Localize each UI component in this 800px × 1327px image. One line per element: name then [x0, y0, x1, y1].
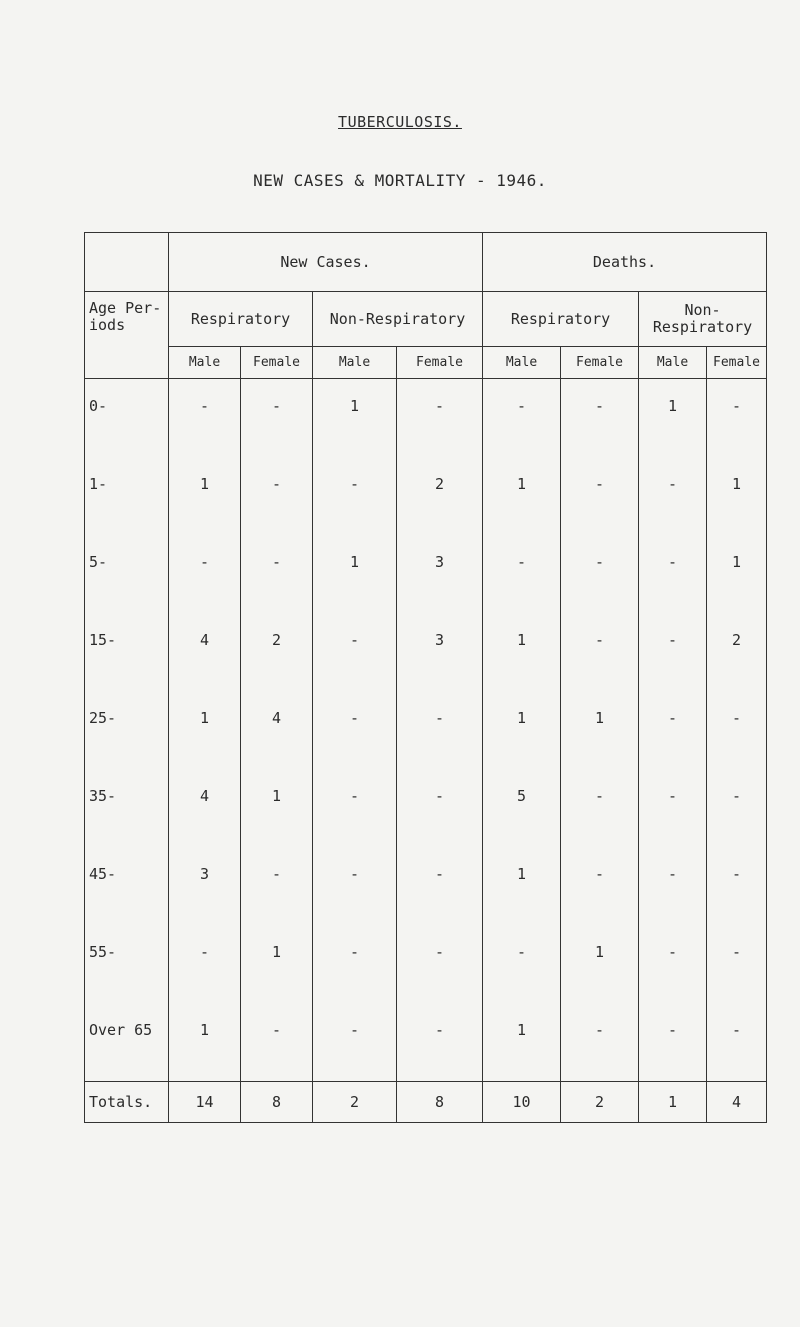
- value-cell: 1: [169, 1003, 241, 1082]
- value-cell: 3: [397, 613, 483, 691]
- table-row: [85, 769, 767, 847]
- value-cell: -: [241, 379, 313, 458]
- value-cell: -: [313, 1003, 397, 1082]
- value-cell: -: [397, 847, 483, 925]
- value-cell: -: [707, 769, 767, 847]
- female-header: Female: [561, 347, 639, 379]
- value-cell: 1: [561, 691, 639, 769]
- value-cell: -: [561, 769, 639, 847]
- corner-cell: [85, 233, 169, 292]
- male-header: Male: [483, 347, 561, 379]
- value-cell: -: [313, 613, 397, 691]
- value-cell: 1: [483, 1003, 561, 1082]
- value-cell: -: [313, 769, 397, 847]
- value-cell: 1: [561, 925, 639, 1003]
- total-cell: 10: [483, 1082, 561, 1123]
- value-cell: 1: [313, 379, 397, 458]
- value-cell: -: [639, 535, 707, 613]
- value-cell: -: [561, 613, 639, 691]
- value-cell: 4: [169, 769, 241, 847]
- age-period-cell: 35-: [85, 769, 169, 847]
- value-cell: -: [313, 691, 397, 769]
- value-cell: 3: [397, 535, 483, 613]
- value-cell: -: [639, 769, 707, 847]
- value-cell: -: [639, 691, 707, 769]
- value-cell: 1: [169, 457, 241, 535]
- value-cell: -: [169, 925, 241, 1003]
- age-period-cell: 1-: [85, 457, 169, 535]
- deaths-non-respiratory-header: Non- Respiratory: [639, 292, 767, 347]
- value-cell: -: [483, 535, 561, 613]
- value-cell: -: [483, 925, 561, 1003]
- value-cell: -: [707, 1003, 767, 1082]
- value-cell: -: [241, 1003, 313, 1082]
- female-header: Female: [707, 347, 767, 379]
- value-cell: -: [707, 847, 767, 925]
- value-cell: -: [561, 847, 639, 925]
- totals-label: Totals.: [85, 1082, 169, 1123]
- value-cell: -: [707, 691, 767, 769]
- value-cell: 1: [483, 691, 561, 769]
- new-respiratory-header: Respiratory: [169, 292, 313, 347]
- value-cell: -: [313, 847, 397, 925]
- total-cell: 2: [561, 1082, 639, 1123]
- table-row: [85, 379, 767, 458]
- value-cell: -: [241, 847, 313, 925]
- value-cell: 1: [241, 769, 313, 847]
- value-cell: 4: [169, 613, 241, 691]
- value-cell: -: [169, 535, 241, 613]
- male-header: Male: [169, 347, 241, 379]
- table-row: [85, 535, 767, 613]
- table-row: [85, 457, 767, 535]
- value-cell: -: [397, 925, 483, 1003]
- value-cell: 5: [483, 769, 561, 847]
- value-cell: -: [397, 691, 483, 769]
- value-cell: 4: [241, 691, 313, 769]
- value-cell: -: [483, 379, 561, 458]
- female-header: Female: [241, 347, 313, 379]
- female-header: Female: [397, 347, 483, 379]
- value-cell: -: [561, 457, 639, 535]
- table-row: [85, 1003, 767, 1082]
- deaths-respiratory-header: Respiratory: [483, 292, 639, 347]
- value-cell: -: [561, 379, 639, 458]
- total-cell: 8: [397, 1082, 483, 1123]
- age-period-cell: 45-: [85, 847, 169, 925]
- value-cell: -: [561, 535, 639, 613]
- male-header: Male: [313, 347, 397, 379]
- value-cell: -: [639, 613, 707, 691]
- value-cell: -: [561, 1003, 639, 1082]
- new-non-respiratory-header: Non-Respiratory: [313, 292, 483, 347]
- value-cell: 1: [483, 847, 561, 925]
- value-cell: 2: [397, 457, 483, 535]
- age-period-cell: 25-: [85, 691, 169, 769]
- value-cell: 2: [707, 613, 767, 691]
- value-cell: -: [707, 379, 767, 458]
- value-cell: -: [639, 847, 707, 925]
- table-row: [85, 847, 767, 925]
- value-cell: 1: [241, 925, 313, 1003]
- deaths-header: Deaths.: [483, 233, 767, 292]
- table-row: [85, 925, 767, 1003]
- value-cell: -: [169, 379, 241, 458]
- value-cell: -: [639, 1003, 707, 1082]
- age-periods-header: Age Per- iods: [85, 292, 169, 379]
- age-period-cell: 55-: [85, 925, 169, 1003]
- value-cell: 1: [707, 535, 767, 613]
- value-cell: -: [313, 457, 397, 535]
- age-period-cell: Over 65: [85, 1003, 169, 1082]
- value-cell: -: [313, 925, 397, 1003]
- new-cases-header: New Cases.: [169, 233, 483, 292]
- value-cell: 2: [241, 613, 313, 691]
- value-cell: 1: [707, 457, 767, 535]
- value-cell: -: [241, 457, 313, 535]
- document-title: TUBERCULOSIS.: [338, 113, 462, 131]
- document-subtitle: NEW CASES & MORTALITY - 1946.: [253, 171, 547, 190]
- value-cell: -: [397, 1003, 483, 1082]
- table-row: [85, 691, 767, 769]
- value-cell: -: [707, 925, 767, 1003]
- age-period-cell: 0-: [85, 379, 169, 458]
- table-row: [85, 613, 767, 691]
- age-period-cell: 5-: [85, 535, 169, 613]
- value-cell: 1: [639, 379, 707, 458]
- total-cell: 14: [169, 1082, 241, 1123]
- value-cell: -: [397, 379, 483, 458]
- value-cell: 1: [169, 691, 241, 769]
- value-cell: 1: [313, 535, 397, 613]
- total-cell: 4: [707, 1082, 767, 1123]
- value-cell: 1: [483, 613, 561, 691]
- age-period-cell: 15-: [85, 613, 169, 691]
- value-cell: -: [639, 925, 707, 1003]
- value-cell: -: [397, 769, 483, 847]
- value-cell: -: [639, 457, 707, 535]
- value-cell: -: [241, 535, 313, 613]
- tuberculosis-table: [84, 232, 767, 1123]
- total-cell: 1: [639, 1082, 707, 1123]
- value-cell: 3: [169, 847, 241, 925]
- male-header: Male: [639, 347, 707, 379]
- value-cell: 1: [483, 457, 561, 535]
- total-cell: 2: [313, 1082, 397, 1123]
- total-cell: 8: [241, 1082, 313, 1123]
